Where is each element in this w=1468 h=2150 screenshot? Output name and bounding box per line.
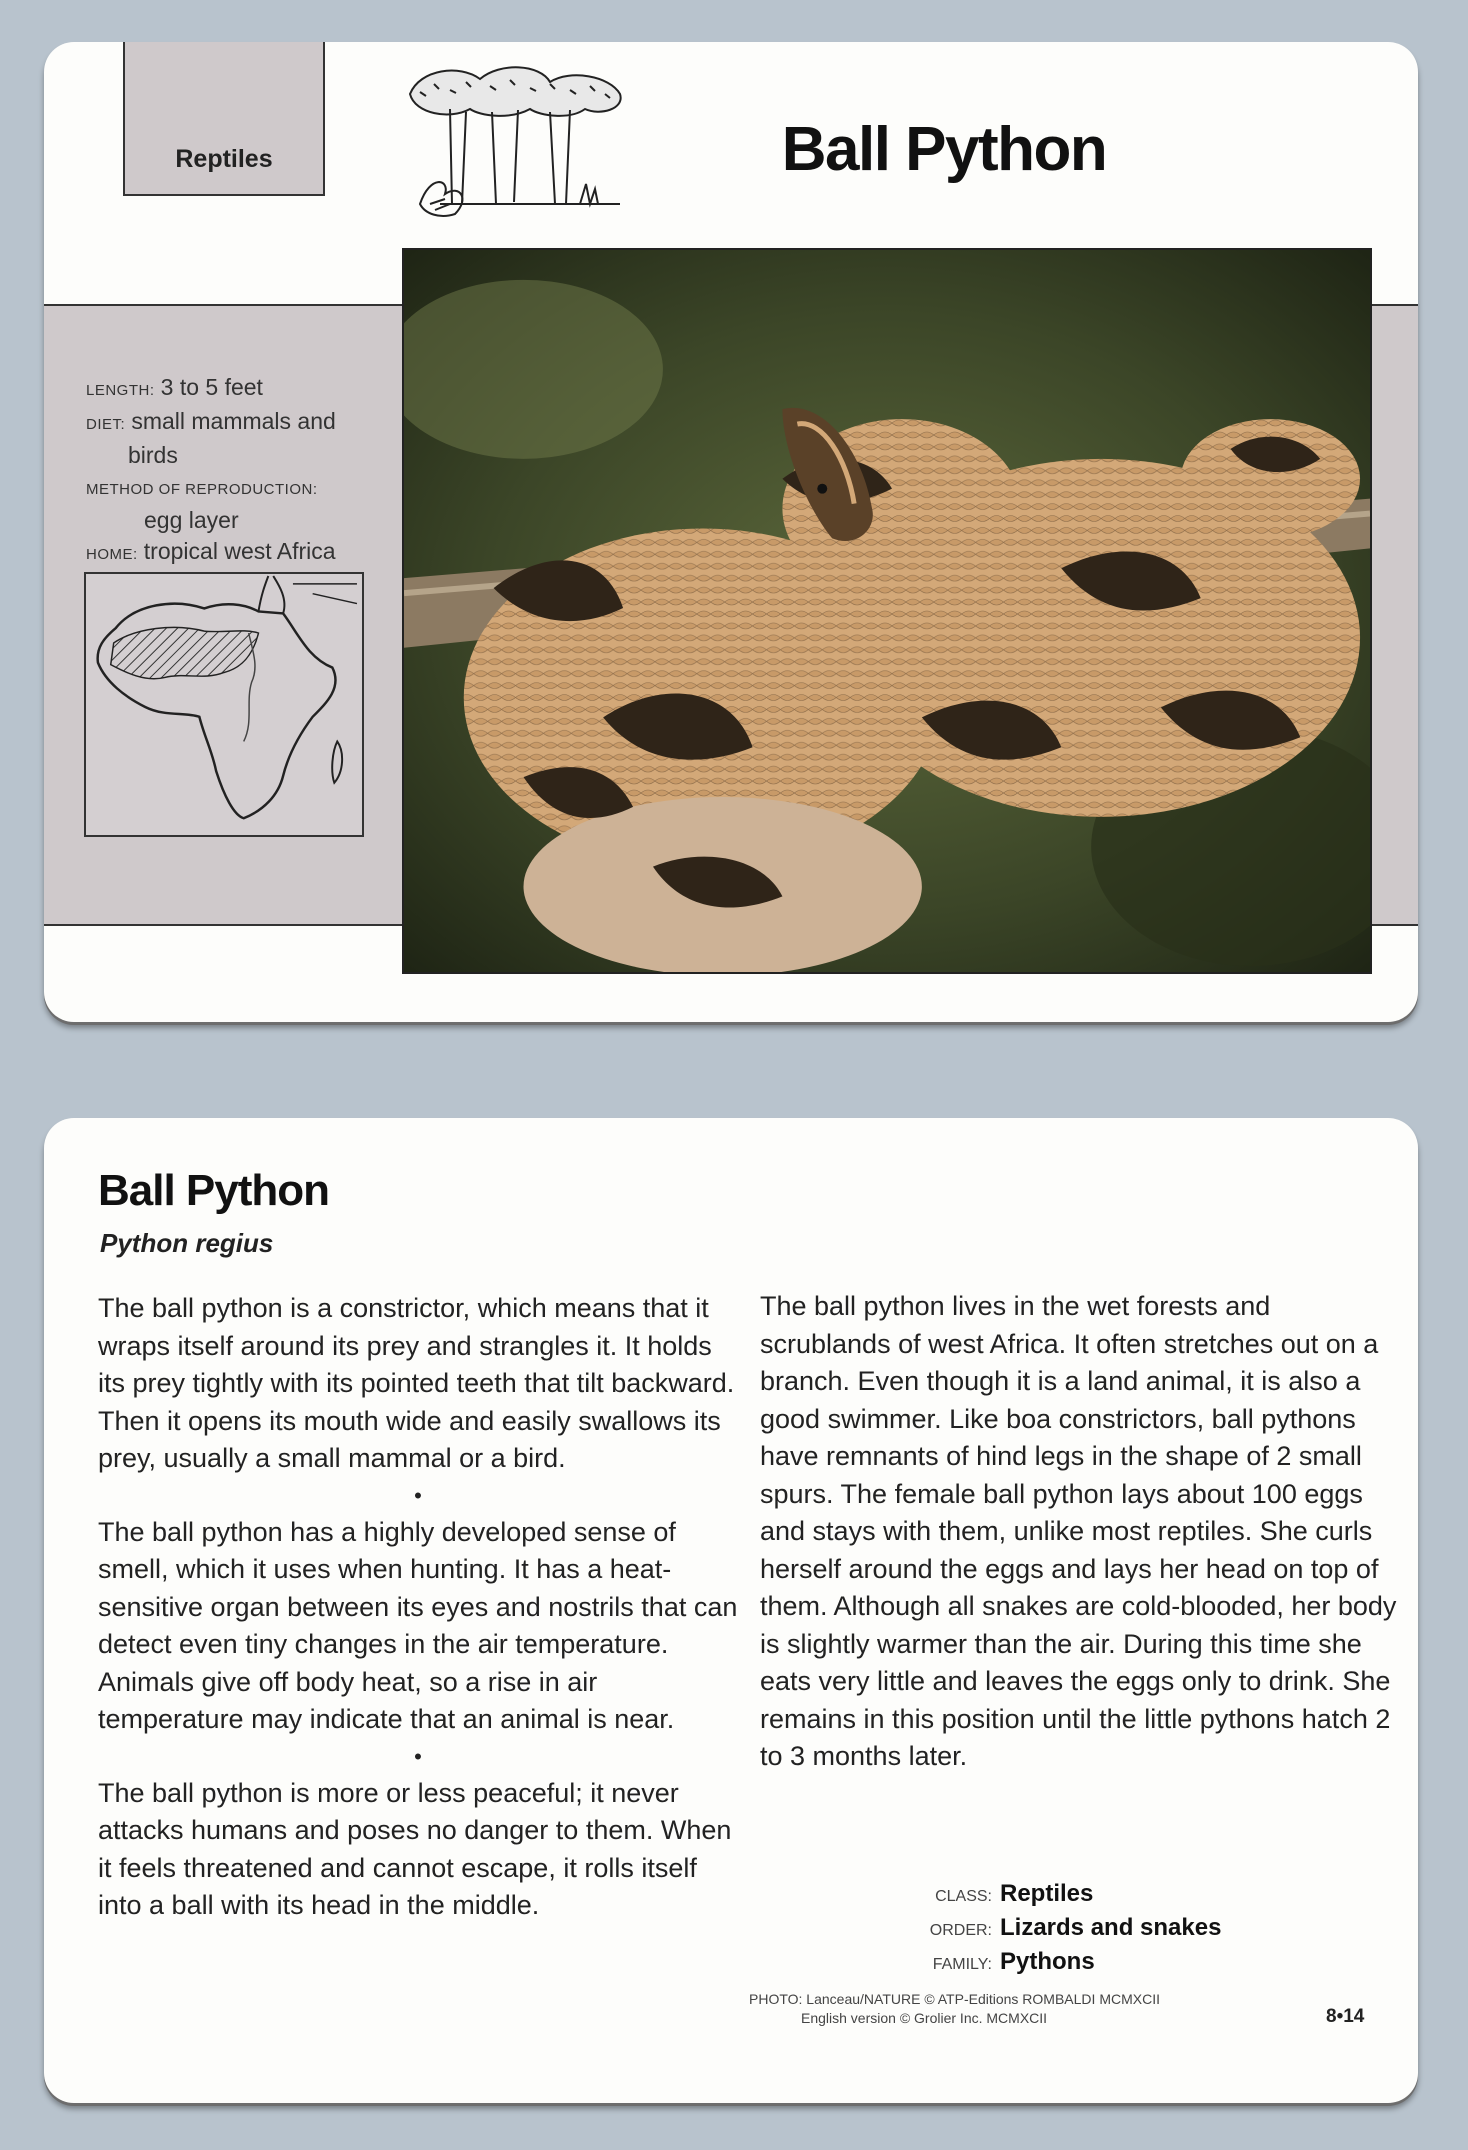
paragraph-smell: The ball python has a highly developed sense of smell, which it uses when hunting. It has a heat-sensitive organ between its eyes and nostrils that can detect even tiny changes in the air temperature. Animals give off body heat, so a rise in air temperature may indicate that an animal is near. xyxy=(98,1516,738,1734)
credits-line-1: PHOTO: Lanceau/NATURE © ATP-Editions ROMBALDI MCMXCII xyxy=(749,1991,1160,2007)
order-value: Lizards and snakes xyxy=(1000,1914,1222,1941)
paragraph-constrictor: The ball python is a constrictor, which means that it wraps itself around its prey and strangles it. It holds its prey tightly with its pointed teeth that tilt backward. Then it opens its mouth wide and easily swallows its prey, usually a small mammal or a bird. xyxy=(98,1293,735,1473)
card-number: 8•14 xyxy=(1326,2006,1365,2027)
left-column xyxy=(98,1290,738,1925)
diet-value: small mammals and xyxy=(131,408,336,434)
home-value: tropical west Africa xyxy=(143,538,336,564)
front-card xyxy=(44,42,1418,1022)
back-title: Ball Python xyxy=(98,1166,330,1215)
taxonomy xyxy=(924,1878,1221,1980)
right-column xyxy=(760,1288,1400,1776)
category-box xyxy=(123,42,325,196)
category-label: Reptiles xyxy=(175,145,273,173)
order-label: ORDER: xyxy=(929,1922,992,1939)
forest-habitat-icon xyxy=(400,54,630,229)
length-label: LENGTH: xyxy=(86,382,155,399)
length-value: 3 to 5 feet xyxy=(160,374,263,400)
back-card xyxy=(44,1118,1418,2103)
front-title: Ball Python xyxy=(781,115,1107,184)
home-label: HOME: xyxy=(86,546,138,563)
reproduction-label: METHOD OF REPRODUCTION: xyxy=(86,481,318,498)
credits-line-2: English version © Grolier Inc. MCMXCII xyxy=(801,2010,1048,2026)
diet-label: DIET: xyxy=(86,416,126,433)
class-label: CLASS: xyxy=(935,1888,992,1905)
scientific-name: Python regius xyxy=(100,1228,274,1258)
paragraph-habitat: The ball python lives in the wet forests and scrublands of west Africa. It often stretches out on a branch. Even though it is a land animal, it is also a good swimmer. Like boa constrictors, ball pythons have remnants of hind legs in the shape of 2 small spurs. The female ball python lays about 100 eggs and stays with them, unlike most reptiles. She curls herself around the eggs and lays her head on top of them. Although all snakes are cold-blooded, her body is slightly warmer than the air. During this time she eats very little and leaves the eggs only to drink. She remains in this position until the little pythons hatch 2 to 3 months later. xyxy=(760,1291,1397,1771)
photo-credits xyxy=(749,1990,1160,2028)
ball-python-photo xyxy=(402,248,1372,974)
class-value: Reptiles xyxy=(1000,1880,1094,1907)
africa-range-map xyxy=(84,572,364,837)
bullet-separator: • xyxy=(414,1743,422,1769)
paragraph-peaceful: The ball python is more or less peaceful; it never attacks humans and poses no danger to them. When it feels threatened and cannot escape, it rolls itself into a ball with its head in the middle. xyxy=(98,1777,732,1920)
animal-stats xyxy=(86,372,386,570)
reproduction-value: egg layer xyxy=(144,507,239,533)
family-value: Pythons xyxy=(1000,1948,1095,1975)
diet-value-cont: birds xyxy=(128,442,178,468)
family-label: FAMILY: xyxy=(932,1956,992,1973)
bullet-separator: • xyxy=(414,1482,422,1508)
